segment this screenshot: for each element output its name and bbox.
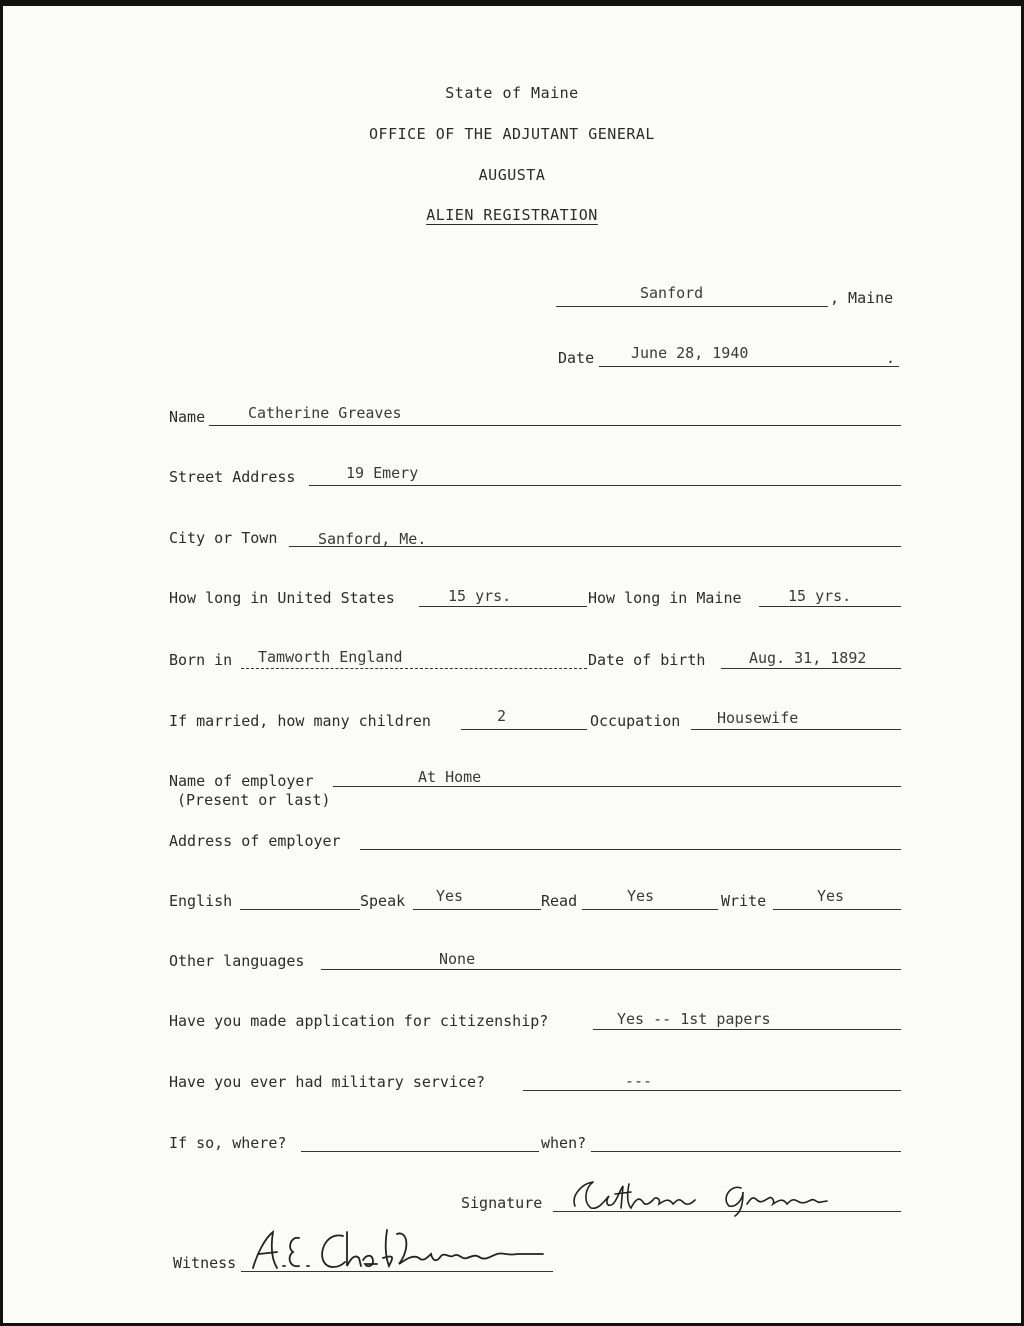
- occupation-value: Housewife: [717, 709, 799, 727]
- place-value: Sanford: [640, 284, 704, 302]
- occupation-line: [691, 729, 901, 730]
- state-heading: State of Maine: [445, 84, 579, 102]
- date-end: .: [886, 349, 896, 367]
- dob-line: [721, 668, 901, 669]
- street-value: 19 Emery: [346, 464, 419, 482]
- children-label: If married, how many children: [169, 712, 431, 730]
- employer-label: Name of employer: [169, 772, 314, 790]
- dob-label: Date of birth: [588, 651, 706, 669]
- dob-value: Aug. 31, 1892: [749, 649, 867, 667]
- when-line: [591, 1151, 901, 1152]
- read-line: [582, 909, 718, 910]
- form-title: ALIEN REGISTRATION: [426, 206, 598, 224]
- military-label: Have you ever had military service?: [169, 1073, 486, 1091]
- employer-sublabel: (Present or last): [177, 791, 331, 809]
- military-line: [523, 1090, 901, 1091]
- where-label: If so, where?: [169, 1134, 287, 1152]
- citizenship-label: Have you made application for citizenship?: [169, 1012, 549, 1030]
- signature-label: Signature: [461, 1194, 543, 1212]
- maine-time-line: [759, 606, 901, 607]
- other-languages-line: [321, 969, 901, 970]
- us-time-value: 15 yrs.: [448, 587, 512, 605]
- name-line: [209, 425, 901, 426]
- maine-time-label: How long in Maine: [588, 589, 742, 607]
- occupation-label: Occupation: [590, 712, 681, 730]
- city-label: City or Town: [169, 529, 278, 547]
- english-label: English: [169, 892, 233, 910]
- date-value: June 28, 1940: [631, 344, 749, 362]
- read-label: Read: [541, 892, 578, 910]
- street-label: Street Address: [169, 468, 296, 486]
- us-time-line: [419, 606, 587, 607]
- name-value: Catherine Greaves: [248, 404, 402, 422]
- born-label: Born in: [169, 651, 233, 669]
- write-label: Write: [721, 892, 767, 910]
- us-time-label: How long in United States: [169, 589, 395, 607]
- place-line: [556, 306, 828, 307]
- witness-label: Witness: [173, 1254, 237, 1272]
- name-label: Name: [169, 408, 206, 426]
- speak-label: Speak: [360, 892, 406, 910]
- employer-address-line: [360, 849, 901, 850]
- employer-value: At Home: [418, 768, 482, 786]
- city-heading: AUGUSTA: [478, 166, 546, 184]
- citizenship-value: Yes -- 1st papers: [617, 1010, 771, 1028]
- english-line: [240, 909, 360, 910]
- speak-line: [413, 909, 541, 910]
- born-value: Tamworth England: [258, 648, 403, 666]
- write-line: [773, 909, 901, 910]
- date-label: Date: [558, 349, 595, 367]
- other-languages-label: Other languages: [169, 952, 305, 970]
- signature-handwriting: [571, 1174, 871, 1218]
- date-line: [599, 366, 899, 367]
- maine-time-value: 15 yrs.: [788, 587, 852, 605]
- children-line: [461, 729, 587, 730]
- office-heading: OFFICE OF THE ADJUTANT GENERAL: [369, 125, 655, 143]
- when-label: when?: [541, 1134, 587, 1152]
- witness-handwriting: [247, 1224, 567, 1276]
- other-languages-value: None: [439, 950, 476, 968]
- write-value: Yes: [817, 887, 845, 905]
- military-value: ---: [625, 1072, 653, 1090]
- city-value: Sanford, Me.: [318, 530, 427, 548]
- children-value: 2: [497, 707, 507, 725]
- place-suffix: , Maine: [830, 289, 894, 307]
- employer-address-label: Address of employer: [169, 832, 341, 850]
- where-line: [301, 1151, 539, 1152]
- citizenship-line: [593, 1029, 901, 1030]
- employer-line: [333, 786, 901, 787]
- street-line: [309, 485, 901, 486]
- born-line: [241, 668, 587, 669]
- read-value: Yes: [627, 887, 655, 905]
- speak-value: Yes: [436, 887, 464, 905]
